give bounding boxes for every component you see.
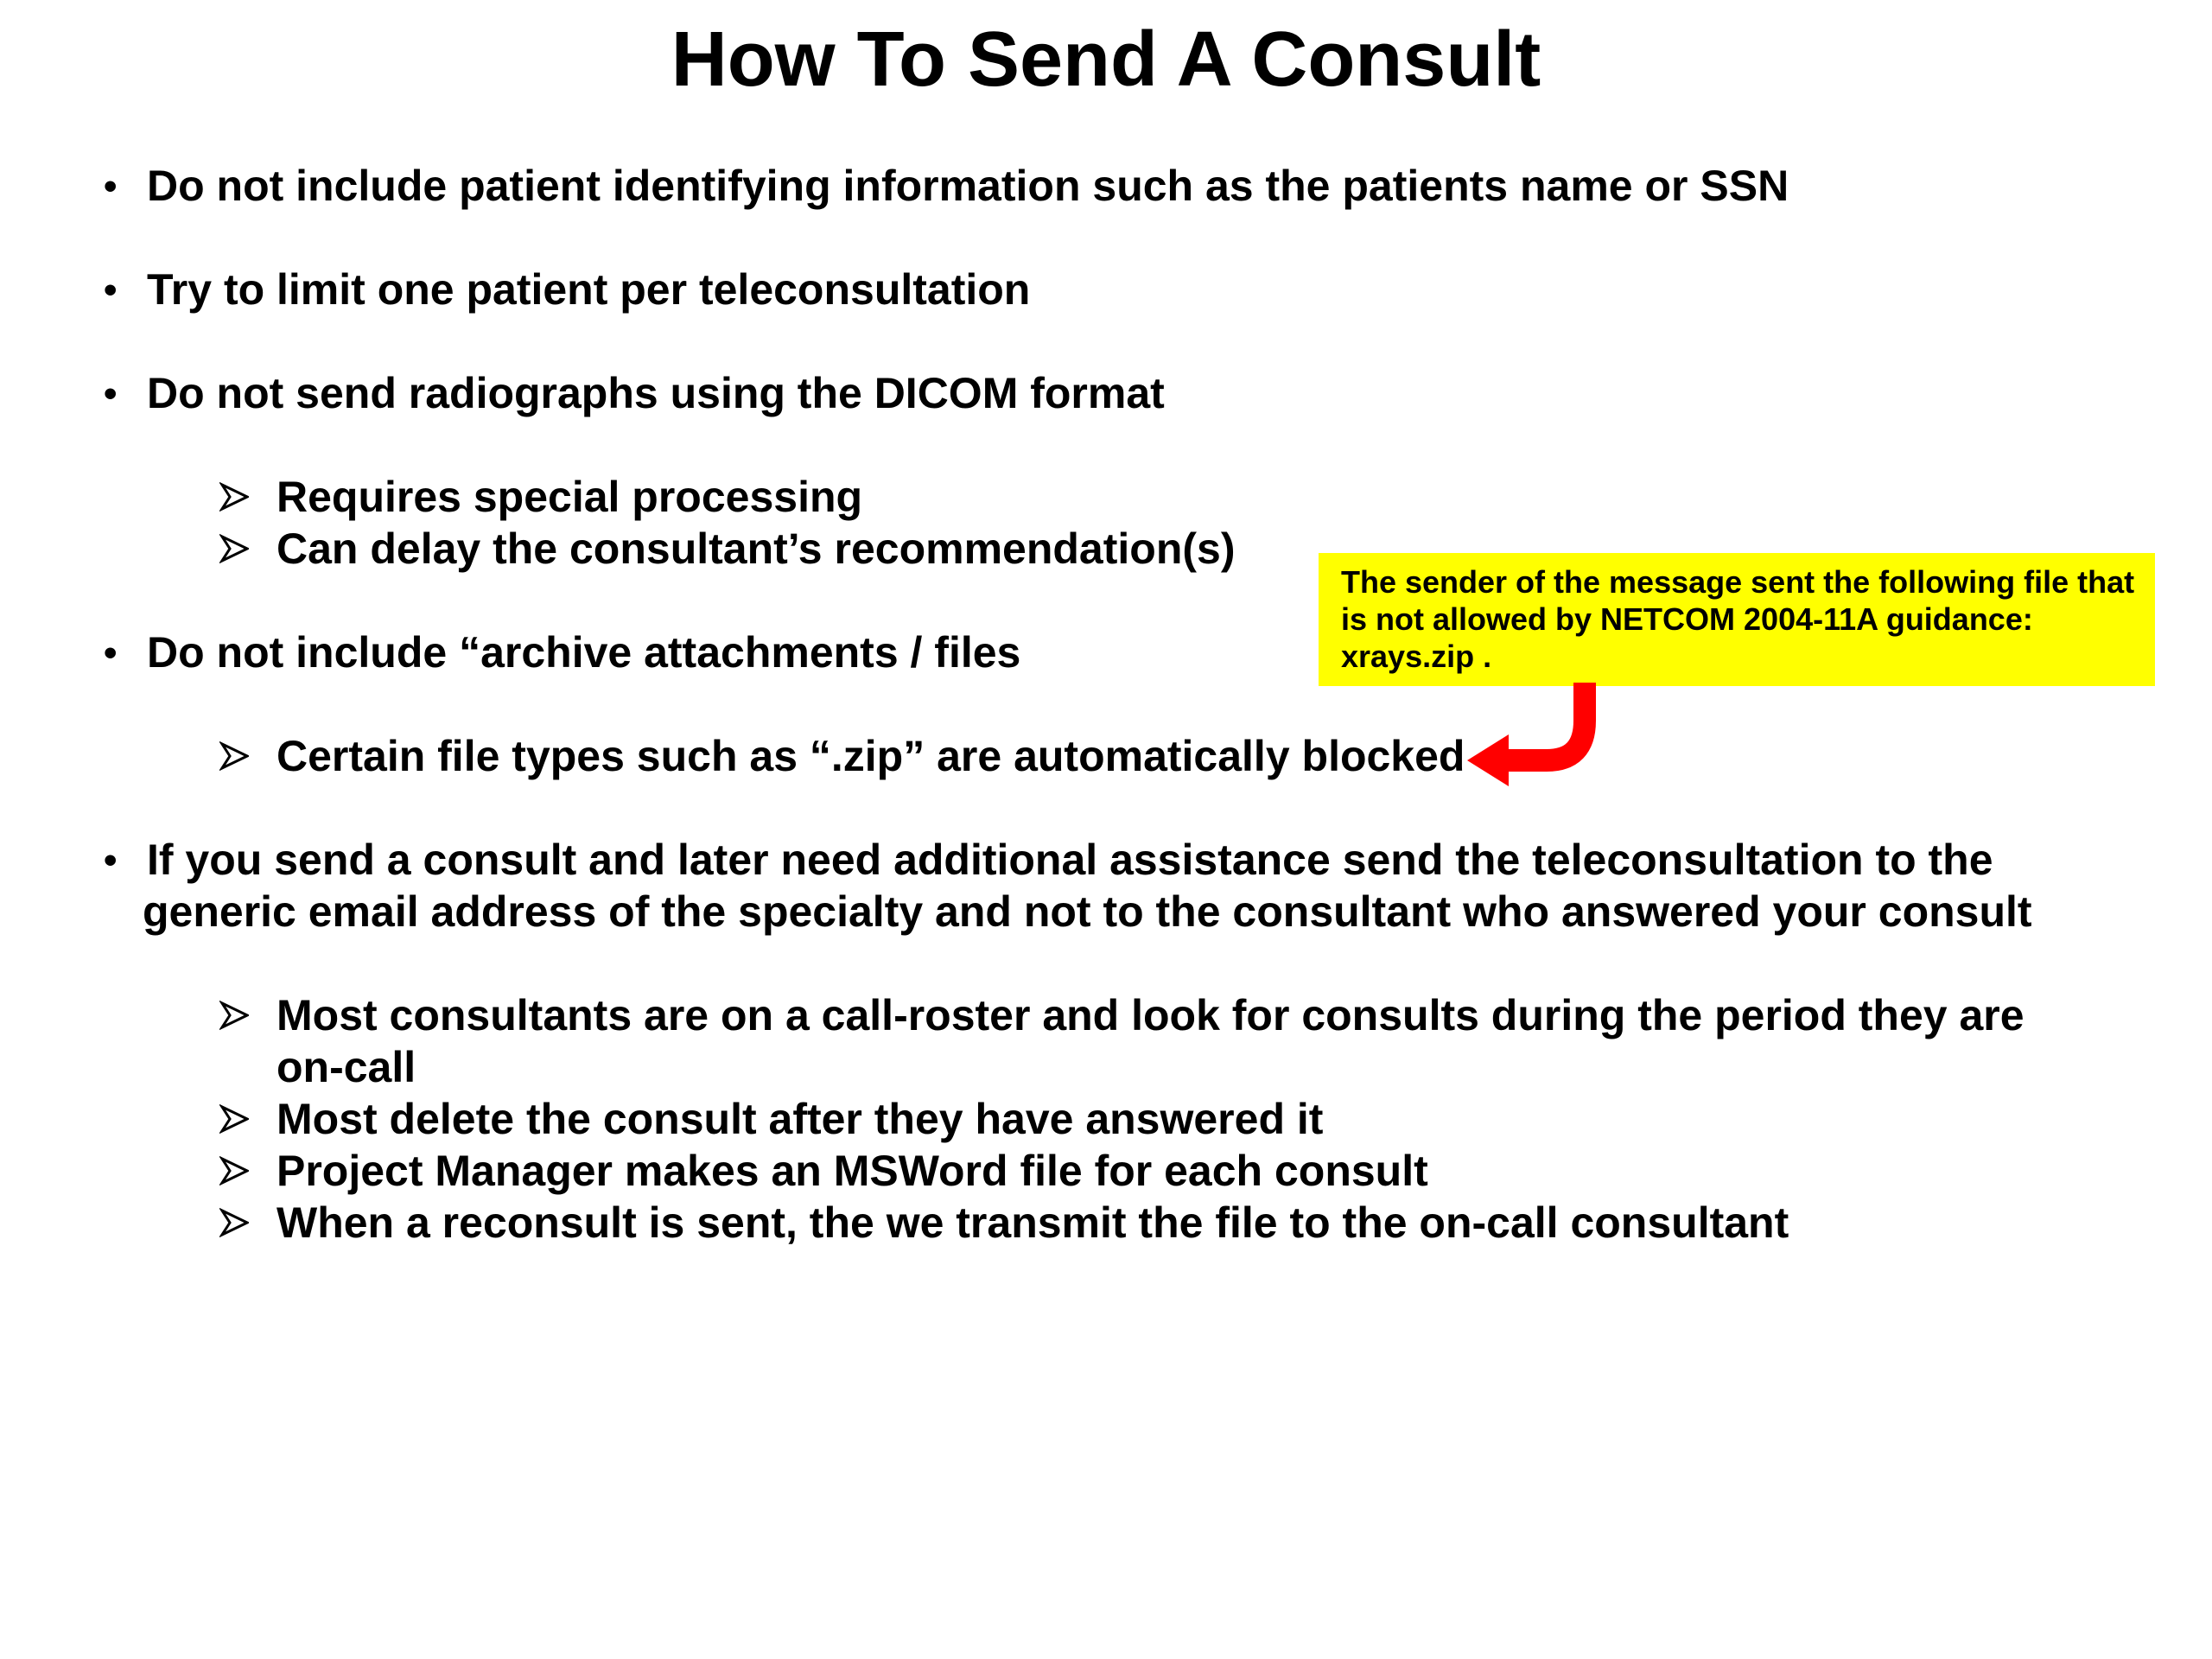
sub-bullet-text: Most consultants are on a call-roster and look for consults during the period they are <box>276 991 2024 1039</box>
callout-line: xrays.zip . <box>1341 639 1492 674</box>
bullet-dot-icon: • <box>104 632 118 674</box>
sub-bullet-text-continued: on-call <box>276 1043 416 1091</box>
arrowhead-bullet-icon <box>219 1093 249 1145</box>
callout-line: The sender of the message sent the following file that <box>1341 564 2135 600</box>
sub-bullet-text: When a reconsult is sent, the we transmit the file to the on-call consultant <box>276 1198 1789 1247</box>
arrowhead-bullet-icon <box>219 730 249 782</box>
warning-callout <box>1319 553 2155 686</box>
bullet-dot-icon: • <box>104 165 118 207</box>
bullet-text: Do not include patient identifying information such as the patients name or SSN <box>147 162 1789 210</box>
bullet-text: If you send a consult and later need additional assistance send the teleconsultation to the <box>147 836 1993 884</box>
arrowhead-bullet-icon <box>219 989 249 1041</box>
bullet-text: Do not include “archive attachments / files <box>147 628 1021 677</box>
arrowhead-bullet-icon <box>219 1145 249 1197</box>
slide-title: How To Send A Consult <box>671 16 1541 103</box>
sub-bullet-text: Project Manager makes an MSWord file for each consult <box>276 1147 1428 1195</box>
bullet-text: Try to limit one patient per teleconsultation <box>147 265 1031 314</box>
bullet-dot-icon: • <box>104 269 118 311</box>
sub-bullet-text: Most delete the consult after they have answered it <box>276 1095 1324 1143</box>
sub-bullet-text: Certain file types such as “.zip” are automatically blocked <box>276 732 1465 780</box>
curved-arrow-icon <box>1460 683 1605 786</box>
arrowhead-bullet-icon <box>219 471 249 523</box>
bullet-dot-icon: • <box>104 372 118 415</box>
bullet-text: Do not send radiographs using the DICOM format <box>147 369 1165 417</box>
arrowhead-bullet-icon <box>219 1197 249 1249</box>
arrowhead-bullet-icon <box>219 523 249 575</box>
bullet-text-continued: generic email address of the specialty and not to the consultant who answered your consult <box>143 887 2032 936</box>
bullet-dot-icon: • <box>104 839 118 881</box>
callout-line: is not allowed by NETCOM 2004-11A guidance: <box>1341 601 2033 637</box>
sub-bullet-text: Can delay the consultant’s recommendation(s) <box>276 524 1236 573</box>
sub-bullet-text: Requires special processing <box>276 473 863 521</box>
